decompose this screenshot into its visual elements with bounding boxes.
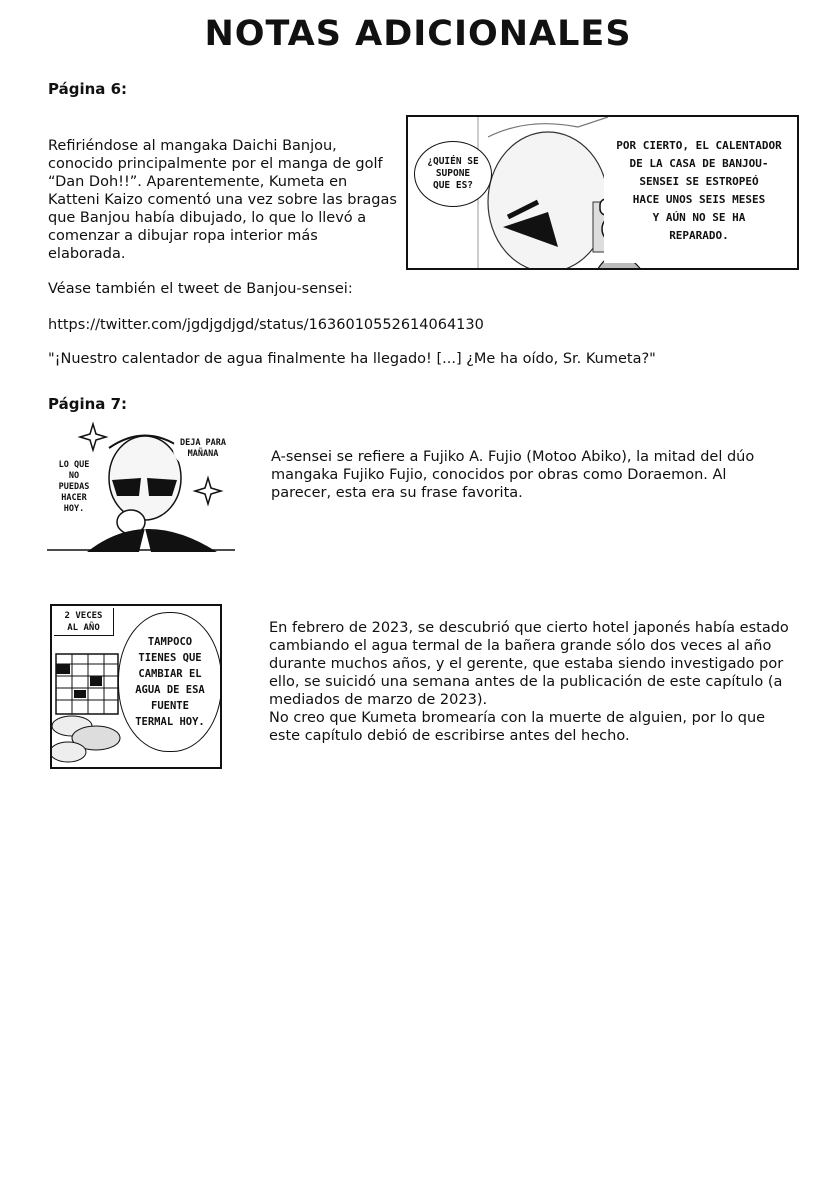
page7-panel1-bubble-left: LO QUE NO PUEDAS HACER HOY. [47, 452, 101, 522]
page7-panel2-caption: 2 VECES AL AÑO [54, 608, 114, 636]
page7-manga-panel-2 [50, 604, 222, 769]
page7-heading: Página 7: [48, 395, 128, 413]
page-title: NOTAS ADICIONALES [204, 14, 632, 54]
page7-note-1: A-sensei se refiere a Fujiko A. Fujio (Motoo Abiko), la mitad del dúo mangaka Fujiko Fujio, conocidos por obras como Doraemon. Al parecer, esta era su frase favorita. [271, 449, 755, 501]
page7-note-3: No creo que Kumeta bromearía con la muerte de alguien, por lo que este capítulo debió de escribirse antes del hecho. [269, 710, 766, 744]
page6-manga-panel [406, 115, 799, 270]
page7-manga-panel-1 [47, 418, 235, 552]
page6-bubble-left: ¿QUIÉN SE SUPONE QUE ES? [414, 141, 492, 207]
page6-heading: Página 6: [48, 80, 128, 98]
page7-panel1-bubble-top: DEJA PARA MAÑANA [173, 428, 233, 470]
page6-quote: "¡Nuestro calentador de agua finalmente ha llegado! [...] ¿Me ha oído, Sr. Kumeta?" [48, 351, 656, 367]
page6-paragraph: Refiriéndose al mangaka Daichi Banjou, conocido principalmente por el manga de golf “Dan Doh!!”. Aparentemente, Kumeta en Katteni Kaizo comentó una vez sobre las bragas que Banjou había dibujado, lo que lo llevó a comenzar a dibujar ropa interior más elaborada. [48, 138, 397, 262]
page6-bubble-right: POR CIERTO, EL CALENTADOR DE LA CASA DE BANJOU- SENSEI SE ESTROPEÓ HACE UNOS SEIS MESES Y AÚN NO SE HA REPARADO. [604, 123, 794, 263]
page6-see-also: Véase también el tweet de Banjou-sensei: [48, 281, 353, 297]
page7-panel2-bubble: TAMPOCO TIENES QUE CAMBIAR EL AGUA DE ESA FUENTE TERMAL HOY. [118, 612, 222, 752]
page7-note-2: En febrero de 2023, se descubrió que cierto hotel japonés había estado cambiando el agua termal de la bañera grande sólo dos veces al año durante muchos años, y el gerente, que estaba siendo investigado por ello, se suicidó una semana antes de la publicación de este capítulo (a mediados de marzo de 2023). [269, 620, 789, 708]
page6-tweet-link[interactable]: https://twitter.com/jgdjgdjgd/status/1636010552614064130 [48, 317, 484, 333]
